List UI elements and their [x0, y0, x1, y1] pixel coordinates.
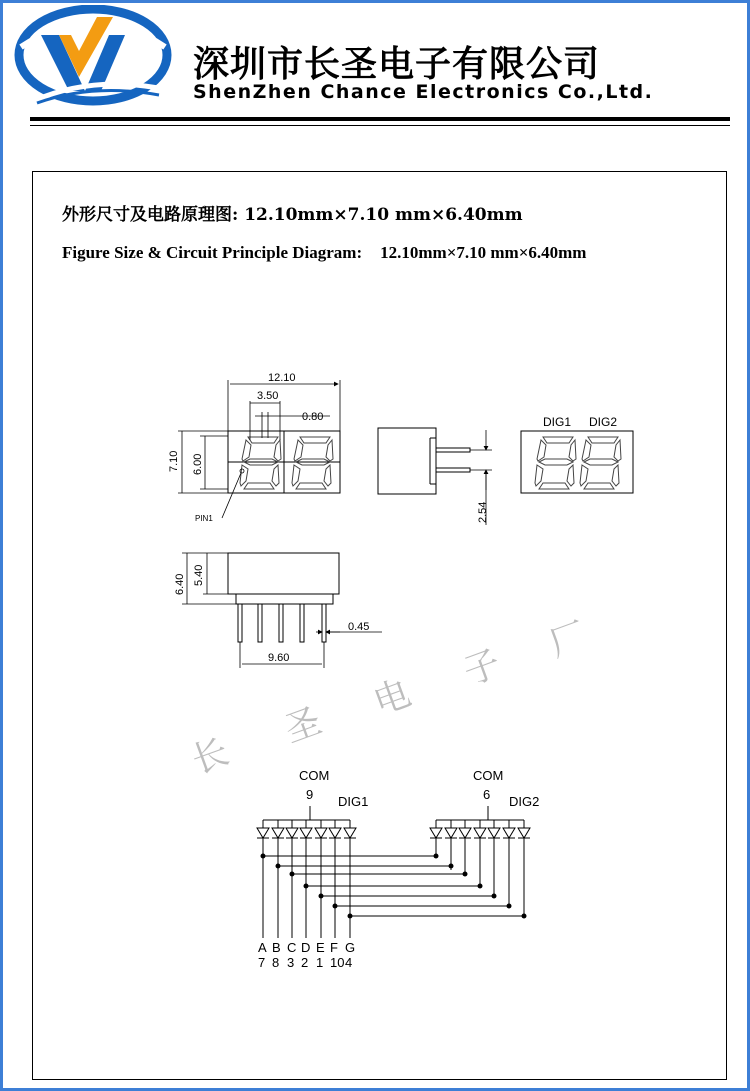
watermark-char: 圣	[278, 699, 327, 751]
segment-label: C	[287, 940, 297, 955]
company-name-en: ShenZhen Chance Electronics Co.,Ltd.	[193, 81, 654, 103]
company-name-cn: 深圳市长圣电子有限公司	[193, 44, 601, 85]
segment-pin: 10	[330, 955, 345, 970]
segment-label: E	[316, 940, 325, 955]
watermark-char: 长	[186, 730, 234, 782]
segment-pin: 8	[272, 955, 280, 970]
title-cn-label: 外形尺寸及电路原理图:	[62, 205, 239, 225]
com2-pin: 6	[483, 787, 491, 802]
segment-pin: 3	[287, 955, 295, 970]
front-digit-1	[240, 437, 281, 489]
circuit-diagram	[257, 768, 539, 970]
dim-pin-pitch: 2.54	[477, 501, 489, 523]
dim-body-depth: 5.40	[193, 564, 205, 586]
segment-label: G	[345, 940, 356, 955]
dig1-label-front: DIG1	[543, 415, 572, 429]
dim-face-height: 6.00	[192, 453, 204, 475]
bottom-view	[174, 553, 382, 668]
pin1-label: PIN1	[195, 514, 213, 523]
right-digit-2	[580, 437, 621, 489]
segment-label: B	[272, 940, 281, 955]
title-cn-dims: 12.10mm×7.10 mm×6.40mm	[244, 205, 523, 225]
right-front-view	[521, 415, 633, 493]
segment-label: D	[301, 940, 311, 955]
com1-label: COM	[299, 768, 330, 783]
segment-pin: 2	[301, 955, 309, 970]
front-digit-2	[292, 437, 333, 489]
watermark-char: 子	[457, 641, 506, 693]
dim-segment-width: 0.80	[302, 411, 324, 423]
segment-pin: 7	[258, 955, 266, 970]
dig2-label-circuit: DIG2	[509, 794, 540, 809]
title-en-label: Figure Size & Circuit Principle Diagram:	[62, 243, 363, 262]
segment-label: A	[258, 940, 267, 955]
dim-pin-diameter: 0.45	[348, 621, 370, 633]
dim-digit-pitch: 3.50	[257, 390, 279, 402]
dim-height: 7.10	[168, 450, 180, 472]
com2-label: COM	[473, 768, 504, 783]
dig1-label-circuit: DIG1	[338, 794, 369, 809]
watermark-char: 厂	[543, 613, 592, 665]
title-en-dims: 12.10mm×7.10 mm×6.40mm	[380, 243, 587, 262]
right-digit-1	[535, 437, 576, 489]
dig2-label-front: DIG2	[589, 415, 618, 429]
segment-label: F	[330, 940, 338, 955]
dig2-diodes	[430, 820, 530, 846]
segment-pin: 1	[316, 955, 324, 970]
dim-width: 12.10	[268, 372, 296, 384]
segment-pin: 4	[345, 955, 353, 970]
dim-total-depth: 6.40	[174, 573, 186, 595]
dig1-diodes	[257, 820, 356, 846]
dim-pin-span: 9.60	[268, 652, 290, 664]
watermark-char: 电	[367, 671, 416, 723]
watermark	[186, 614, 592, 782]
side-view	[378, 428, 492, 525]
com1-pin: 9	[306, 787, 314, 802]
front-view	[168, 372, 340, 523]
